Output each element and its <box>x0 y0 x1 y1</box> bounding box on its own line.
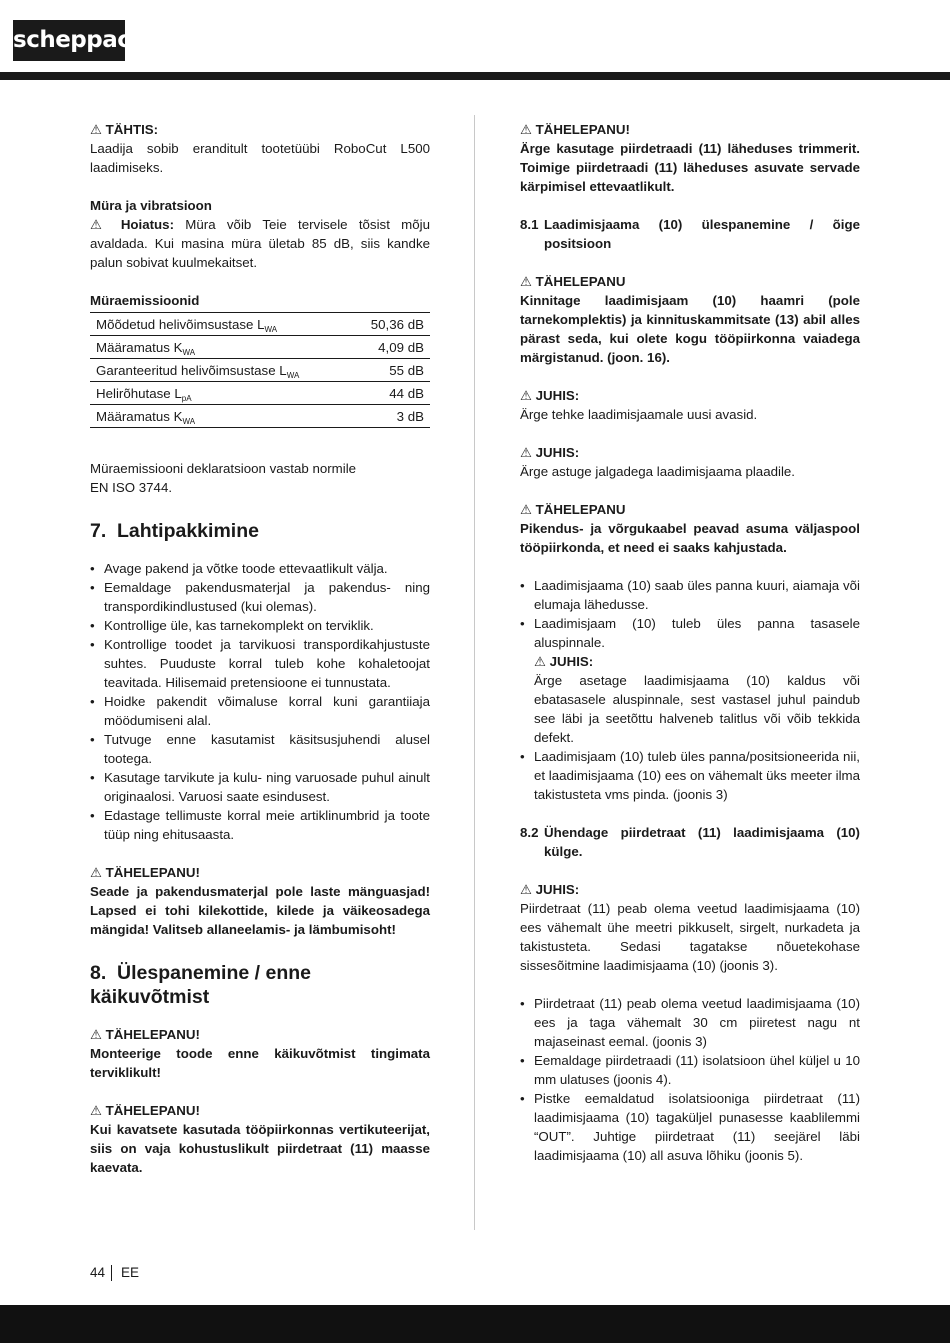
caution-text: Pikendus- ja võrgukaabel peavad asuma väljaspool tööpiirkonda, et need ei saaks kahjustada. <box>520 521 860 555</box>
list-item: • Laadimisjaam (10) tuleb üles panna/positsioneerida nii, et laadimisjaama (10) ees on vähemalt üks meeter ilma takistusteta vms pinda. (joonis 3) <box>520 747 860 804</box>
table-cell-label: Mõõdetud helivõimsustase $L_{WA}$ <box>90 313 351 336</box>
wire-list <box>520 994 860 1165</box>
caution-heading: ⚠ TÄHELEPANU <box>520 502 626 517</box>
list-item: • Piirdetraat (11) peab olema veetud laadimisjaama (10) ees ja taga vähemalt 30 cm piiretest nagu nt majaseinast eemal. (joonis 3) <box>520 994 860 1051</box>
list-item: • Laadimisjaama (10) saab üles panna kuuri, aiamaja või elumaja lähedusse. <box>520 576 860 614</box>
table-row <box>90 313 430 336</box>
table-cell-label: Määramatus $K_{WA}$ <box>90 405 351 428</box>
note-heading: ⚠ JUHIS: <box>520 882 580 897</box>
footer-band <box>0 1305 950 1343</box>
unpacking-list <box>90 559 430 844</box>
emission-heading: Müraemissioonid <box>90 293 200 308</box>
table-row <box>90 359 430 382</box>
list-item: • Kontrollige toodet ja tarvikuosi transpordikahjustuste suhtes. Puuduste korral tuleb kohe kohaletoojat teavitada. Hilisemaid pretensioone ei tunnustata. <box>90 635 430 692</box>
scheppach-logo: scheppach <box>13 20 125 61</box>
caution-heading: ⚠ TÄHELEPANU! <box>90 865 200 880</box>
list-item: • Hoidke pakendit võimaluse korral kuni garantiiaja möödumiseni alal. <box>90 692 430 730</box>
table-cell-value: 3 dB <box>351 405 430 428</box>
placement-list <box>520 576 860 804</box>
note-text: Piirdetraat (11) peab olema veetud laadimisjaama (10) ees vähemalt ühe meetri pikkuselt, sirgelt, nurkadeta ja takistusteta. Sedasi tagatakse nõuetekohase sissesõitmine laadimisjaama (10) (joonis 3). <box>520 901 860 973</box>
caution-text: Kinnitage laadimisjaam (10) haamri (pole tarnekomplektis) ja kinnituskammitsate (13) abil alles pärast seda, kui olete kogu tööpiirkonna vaiadega märgistanud. (joon. 16). <box>520 293 860 365</box>
caution-heading: ⚠ TÄHELEPANU <box>520 274 626 289</box>
caution-text: Seade ja pakendusmaterjal pole laste mänguasjad! Lapsed ei tohi kilekottide, kilede ja väikeosadega mängida! Valitseb allaneelamis- ja lämbumisoht! <box>90 884 430 937</box>
important-heading: ⚠ TÄHTIS: <box>90 122 159 137</box>
list-item: • Eemaldage pakendusmaterjal ja pakendus- ning transpordikindlustused (kui olemas). <box>90 578 430 616</box>
list-item: • Kontrollige üle, kas tarnekomplekt on terviklik. <box>90 616 430 635</box>
table-row <box>90 336 430 359</box>
list-item: • Laadimisjaam (10) tuleb üles panna tasasele aluspinnale. ⚠ JUHIS: Ärge asetage laadimisjaama (10) kaldus või ebatasasele aluspinnale, sest vastasel juhul paindub see läbi ja seetõttu halveneb talitlus või võib tekkida defekt. <box>520 614 860 747</box>
caution-text: Kui kavatsete kasutada tööpiirkonnas vertikuteerijat, siis on vaja kohustuslikult piirdetraat (11) maasse kaevata. <box>90 1122 430 1175</box>
subsection-8-1-heading: 8.1 Laadimisjaama (10) ülespanemine / õige positsioon <box>520 217 860 251</box>
declaration-line-2: EN ISO 3744. <box>90 480 173 495</box>
table-cell-value: 44 dB <box>351 382 430 405</box>
section-7-heading: 7. Lahtipakkimine <box>90 520 259 542</box>
note-heading: ⚠ JUHIS: <box>520 388 580 403</box>
list-item: • Avage pakend ja võtke toode ettevaatlikult välja. <box>90 559 430 578</box>
list-item: • Edastage tellimuste korral meie artiklinumbrid ja toote tüüp ning ehitusaasta. <box>90 806 430 844</box>
noise-emission-table <box>90 312 430 428</box>
caution-text: Monteerige toode enne käikuvõtmist tingimata terviklikult! <box>90 1046 430 1080</box>
table-cell-value: 55 dB <box>351 359 430 382</box>
note-text: Ärge astuge jalgadega laadimisjaama plaadile. <box>520 464 795 479</box>
footer-divider <box>111 1265 112 1281</box>
table-row <box>90 382 430 405</box>
table-cell-value: 50,36 dB <box>351 313 430 336</box>
noise-vibration-heading: Müra ja vibratsioon <box>90 198 212 213</box>
caution-heading: ⚠ TÄHELEPANU! <box>90 1027 200 1042</box>
list-item: • Eemaldage piirdetraadi (11) isolatsioon ühel küljel u 10 mm ulatuses (joonis 4). <box>520 1051 860 1089</box>
caution-heading: ⚠ TÄHELEPANU! <box>90 1103 200 1118</box>
page-number: 44 <box>90 1265 106 1280</box>
warning-text: Müra võib Teie tervisele tõsist mõju avaldada. Kui masina müra ületab 85 dB, siis kandke palun sobivat kuulmekaitset. <box>90 217 430 270</box>
header-rule <box>0 72 950 80</box>
page-footer <box>90 1264 139 1282</box>
subsection-8-2-heading: 8.2 Ühendage piirdetraat (11) laadimisjaama (10) külge. <box>520 825 860 859</box>
table-cell-value: 4,09 dB <box>351 336 430 359</box>
table-cell-label: Määramatus $K_{WA}$ <box>90 336 351 359</box>
caution-text: Ärge kasutage piirdetraadi (11) läheduses trimmerit. Toimige piirdetraadi (11) läheduses asuvate servade kärpimisel ettevaatlikult. <box>520 141 860 194</box>
warning-label: ⚠ Hoiatus: <box>90 217 175 232</box>
list-item: • Kasutage tarvikute ja kulu- ning varuosade puhul ainult originaalosi. Varuosi saate esindusest. <box>90 768 430 806</box>
note-heading: ⚠ JUHIS: <box>520 445 580 460</box>
column-divider <box>474 115 475 1230</box>
left-column <box>90 120 430 1177</box>
declaration-line-1: Müraemissiooni deklaratsioon vastab normile <box>90 461 357 476</box>
caution-heading: ⚠ TÄHELEPANU! <box>520 122 630 137</box>
note-heading: ⚠ JUHIS: <box>534 654 594 669</box>
table-row <box>90 405 430 428</box>
table-cell-label: Garanteeritud helivõimsustase $L_{WA}$ <box>90 359 351 382</box>
list-item: • Pistke eemaldatud isolatsiooniga piirdetraat (11) laadimisjaama (10) tagaküljel punasesse kaablilemmi “OUT”. Juhtige piirdetraat (11) seejärel läbi laadimisjaama (10) all asuva lõhiku (joonis 5). <box>520 1089 860 1165</box>
note-text: Ärge asetage laadimisjaama (10) kaldus või ebatasasele aluspinnale, sest vastasel juhul paindub see läbi ja seetõttu halveneb talitlus või võib tekkida defekt. <box>534 673 860 745</box>
table-cell-label: Helirõhutase $L_{pA}$ <box>90 382 351 405</box>
right-column <box>520 120 860 1165</box>
language-code: EE <box>121 1265 140 1280</box>
note-text: Ärge tehke laadimisjaamale uusi avasid. <box>520 407 758 422</box>
list-item: • Tutvuge enne kasutamist käsitsusjuhendi alusel tootega. <box>90 730 430 768</box>
section-8-heading: 8. Ülespanemine / enne käikuvõtmist <box>90 962 311 1008</box>
important-text: Laadija sobib eranditult tootetüübi RoboCut L500 laadimiseks. <box>90 141 430 175</box>
noise-warning <box>90 215 430 272</box>
